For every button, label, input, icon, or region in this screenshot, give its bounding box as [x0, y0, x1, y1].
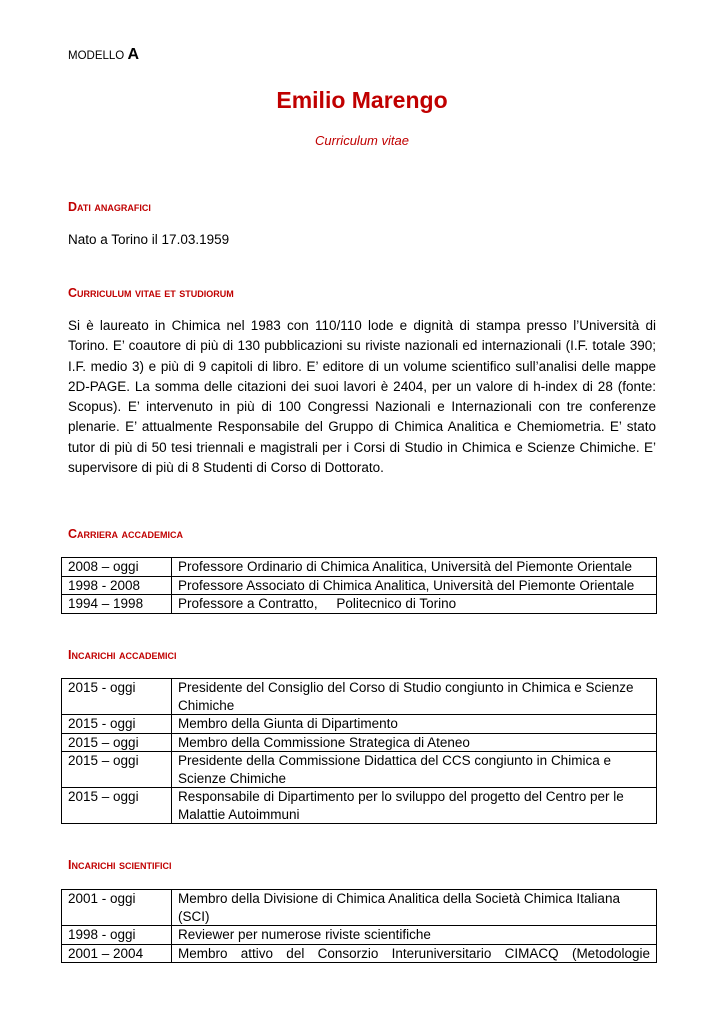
period-cell: 1998 - 2008	[62, 576, 172, 595]
period-cell: 2001 - oggi	[62, 890, 172, 926]
description-cell: Presidente del Consiglio del Corso di Studio congiunto in Chimica e Scienze Chimiche	[172, 679, 657, 715]
incarichi-scientifici-table	[61, 889, 657, 963]
period-cell: 2015 – oggi	[62, 733, 172, 752]
period-cell: 2015 - oggi	[62, 679, 172, 715]
period-cell: 2015 – oggi	[62, 752, 172, 788]
period-cell: 2008 – oggi	[62, 558, 172, 577]
section-heading-incarichi-scientifici: Incarichi scientifici	[68, 858, 172, 872]
section-heading-dati: Dati anagrafici	[68, 200, 151, 214]
section-heading-studiorum: Curriculum vitae et studiorum	[68, 286, 234, 300]
carriera-table	[61, 557, 657, 614]
description-cell: Responsabile di Dipartimento per lo sviluppo del progetto del Centro per le Malattie Autoimmuni	[172, 788, 657, 824]
table-row	[62, 733, 657, 752]
person-name: Emilio Marengo	[276, 87, 448, 113]
document-subtitle: Curriculum vitae	[315, 133, 409, 148]
period-cell: 1994 – 1998	[62, 595, 172, 614]
description-cell: Presidente della Commissione Didattica del CCS congiunto in Chimica e Scienze Chimiche	[172, 752, 657, 788]
birth-info: Nato a Torino il 17.03.1959	[68, 232, 230, 247]
period-cell: 1998 - oggi	[62, 926, 172, 945]
period-cell: 2001 – 2004	[62, 944, 172, 963]
table-row	[62, 788, 657, 824]
table-row	[62, 558, 657, 577]
table-row	[62, 679, 657, 715]
table-row	[62, 752, 657, 788]
incarichi-accademici-table	[61, 678, 657, 824]
table-row	[62, 890, 657, 926]
description-cell: Reviewer per numerose riviste scientifiche	[172, 926, 657, 945]
modello-label	[68, 46, 139, 64]
description-cell: Professore Associato di Chimica Analitica, Università del Piemonte Orientale	[172, 576, 657, 595]
description-cell: Professore Ordinario di Chimica Analitica, Università del Piemonte Orientale	[172, 558, 657, 577]
modello-letter: A	[127, 46, 140, 63]
period-cell: 2015 – oggi	[62, 788, 172, 824]
table-row	[62, 576, 657, 595]
studiorum-paragraph: Si è laureato in Chimica nel 1983 con 110/110 lode e dignità di stampa presso l’Università di Torino. E’ coautore di più di 130 pubblicazioni su riviste nazionali ed internazionali (I.F. totale 390; I.F. medio 3) e più di 9 capitoli di libro. E’ editore di un volume scientifico sull’analisi delle mappe 2D-PAGE. La somma delle citazioni dei suoi lavori è 2404, per un valore di h-index di 28 (fonte: Scopus). E’ intervenuto in più di 100 Congressi Nazionali e Internazionali con tre conferenze plenarie. E’ attualmente Responsabile del Gruppo di Chimica Analitica e Chemiometria. E’ stato tutor di più di 50 tesi triennali e magistrali per i Corsi di Studio in Chimica e Scienze Chimiche. E’ supervisore di più di 8 Studenti di Corso di Dottorato.	[68, 318, 656, 476]
description-cell: Professore a Contratto, Politecnico di Torino	[172, 595, 657, 614]
section-heading-incarichi-accademici: Incarichi accademici	[68, 648, 177, 662]
description-cell: Membro della Divisione di Chimica Analitica della Società Chimica Italiana (SCI)	[172, 890, 657, 926]
table-row	[62, 926, 657, 945]
table-row	[62, 715, 657, 734]
table-row	[62, 944, 657, 963]
description-cell: Membro attivo del Consorzio Interuniversitario CIMACQ (Metodologie	[172, 944, 657, 963]
period-cell: 2015 - oggi	[62, 715, 172, 734]
description-cell: Membro della Commissione Strategica di Ateneo	[172, 733, 657, 752]
section-heading-carriera: Carriera accademica	[68, 527, 183, 541]
table-row	[62, 595, 657, 614]
description-cell: Membro della Giunta di Dipartimento	[172, 715, 657, 734]
modello-text: MODELLO	[68, 50, 125, 62]
